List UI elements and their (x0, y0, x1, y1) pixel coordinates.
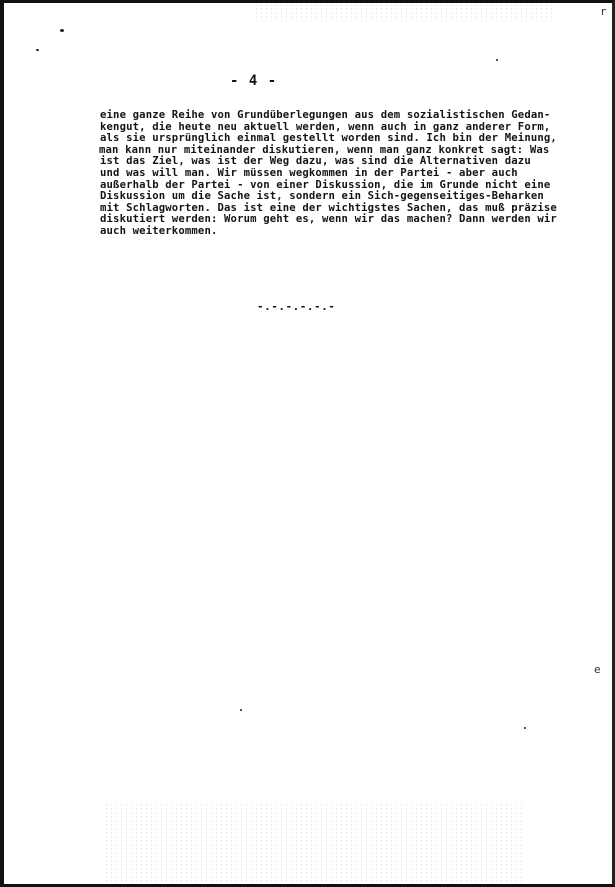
text-line: auch weiterkommen. (100, 224, 218, 237)
body-text (100, 110, 615, 238)
text-line: und was will man. Wir müssen wegkommen in der Partei - aber auch (100, 166, 518, 179)
text-line: als sie ursprünglich einmal gestellt worden sind. Ich bin der Meinung, (100, 132, 557, 145)
text-line: außerhalb der Partei - von einer Diskussion, die im Grunde nicht eine (100, 178, 551, 191)
margin-mark-top-right: r (600, 5, 607, 18)
text-line: mit Schlagworten. Das ist eine der wichtigstes Sachen, das muß präzise (100, 201, 557, 214)
page-number: - 4 - (230, 73, 278, 89)
text-line: man kann nur miteinander diskutieren, wenn man ganz konkret sagt: Was (99, 143, 550, 156)
text-line: kengut, die heute neu aktuell werden, wenn auch in ganz anderer Form, (100, 120, 551, 133)
text-line: Diskussion um die Sache ist, sondern ein Sich-gegenseitiges-Beharken (100, 190, 544, 203)
text-line: eine ganze Reihe von Grundüberlegungen aus dem sozialistischen Gedan- (100, 109, 551, 121)
text-line: ist das Ziel, was ist der Weg dazu, was sind die Alternativen dazu (100, 155, 531, 168)
end-divider: -.-.-.-.-.- (257, 300, 336, 313)
scan-speck (524, 727, 526, 729)
scan-speck (60, 29, 64, 32)
margin-mark-right: e (594, 663, 601, 676)
scan-speck (496, 59, 498, 61)
scan-speck (36, 49, 39, 51)
scan-noise-bottom (104, 803, 524, 887)
scan-speck (240, 709, 242, 711)
scan-noise-top (254, 3, 554, 21)
text-line: diskutiert werden: Worum geht es, wenn wir das machen? Dann werden wir (100, 213, 557, 226)
